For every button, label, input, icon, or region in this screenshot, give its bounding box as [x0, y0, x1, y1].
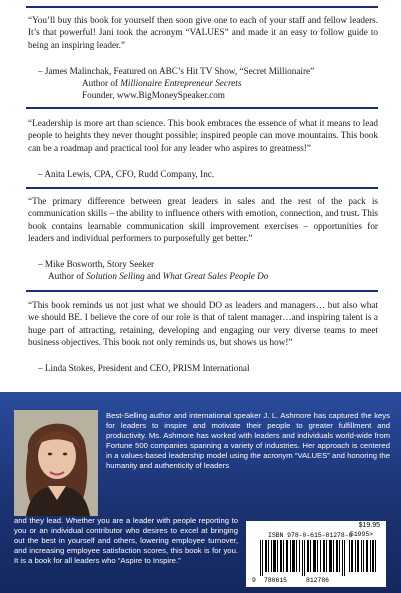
- author-of-label: Author of: [82, 78, 118, 88]
- divider-rule: [26, 290, 378, 292]
- endorsement-book-credit: [82, 77, 241, 89]
- joiner: and: [147, 271, 161, 281]
- endorsement-attribution: – Anita Lewis, CPA, CFO, Rudd Company, Inc.: [38, 169, 215, 179]
- endorsement-text: “Leadership is more art than science. This book embraces the essence of what it means to lead people to heights they never thought possible; inspired people can move mountains. This book can be a roadmap and practical tool for any leader who aspires to greatness!”: [28, 118, 378, 153]
- divider-rule: [26, 187, 378, 189]
- endorsement-attribution: – James Malinchak, Featured on ABC’s Hit TV Show, “Secret Millionaire”: [38, 66, 315, 76]
- book-title: Millionaire Entrepreneur Secrets: [120, 78, 242, 88]
- divider-rule: [26, 6, 378, 8]
- author-photo: [14, 410, 98, 516]
- book-title: What Great Sales People Do: [162, 271, 269, 281]
- endorsement-extra-line: Founder, www.BigMoneySpeaker.com: [82, 90, 225, 100]
- price-addon-number: 51995>: [350, 531, 374, 538]
- barcode-digits-right: 812786: [306, 577, 330, 584]
- endorsement-attribution: – Linda Stokes, President and CEO, PRISM International: [38, 363, 250, 373]
- price-addon-barcode: [349, 540, 377, 572]
- barcode-digit-first: 9: [252, 577, 256, 584]
- author-bio: Best-Selling author and international speaker J. L. Ashmore has captured the keys for leaders to inspire and motivate their people to greater fulfillment and productivity. Ms. Ashmore has worked with leaders and individuals world-wide from Fortune 500 companies spanning a variety of industries. Her approach is centered in a values-based leadership model using the acronym “VALUES” and honoring the humanity and authenticity of leaders: [106, 411, 390, 470]
- price-label: $19.95: [358, 522, 380, 529]
- endorsement-text: “The primary difference between great leaders in sales and the rest of the pack is communication skills – the ability to influence others with emotion, connection, and trust. This book contains learnable communication skill improvement exercises – opportunities for leaders and individual performers to purposefully get better.”: [28, 196, 378, 244]
- barcode-box: [246, 521, 386, 587]
- endorsement-attribution: – Mike Bosworth, Story Seeker: [38, 259, 155, 269]
- book-title: Solution Selling: [86, 271, 145, 281]
- isbn-label: ISBN 978-0-615-81278-6: [268, 532, 353, 539]
- divider-rule: [26, 107, 378, 109]
- endorsement-text: “You’ll buy this book for yourself then soon give one to each of your staff and fellow leaders. It’s that powerful! Jani took the acronym “VALUES” and made it an easy to follow guide to being an inspiring leader.”: [28, 15, 378, 50]
- endorsement-book-credit: [48, 270, 268, 282]
- barcode-digits-left: 780615: [264, 577, 288, 584]
- endorsement-text: “This book reminds us not just what we should DO as leaders and managers… but also what we should BE. I believe the core of our role is that of talent manager…and inspiring talent is a huge part of attracting, retaining, developing and engaging our very diverse teams to meet business objectives. This book not only reminds us, but shows us how!”: [28, 300, 378, 348]
- isbn-barcode: [260, 540, 346, 576]
- author-of-label: Author of: [48, 271, 84, 281]
- author-bio-continued: and they lead. Whether you are a leader with people reporting to you or an individual contributor who desires to excel at bringing out the best in yourself and others, lowering employee turnover, and increasing employee satisfaction scores, this book is for you. It is a book for all leaders who “Aspire to Inspire.”: [14, 516, 238, 565]
